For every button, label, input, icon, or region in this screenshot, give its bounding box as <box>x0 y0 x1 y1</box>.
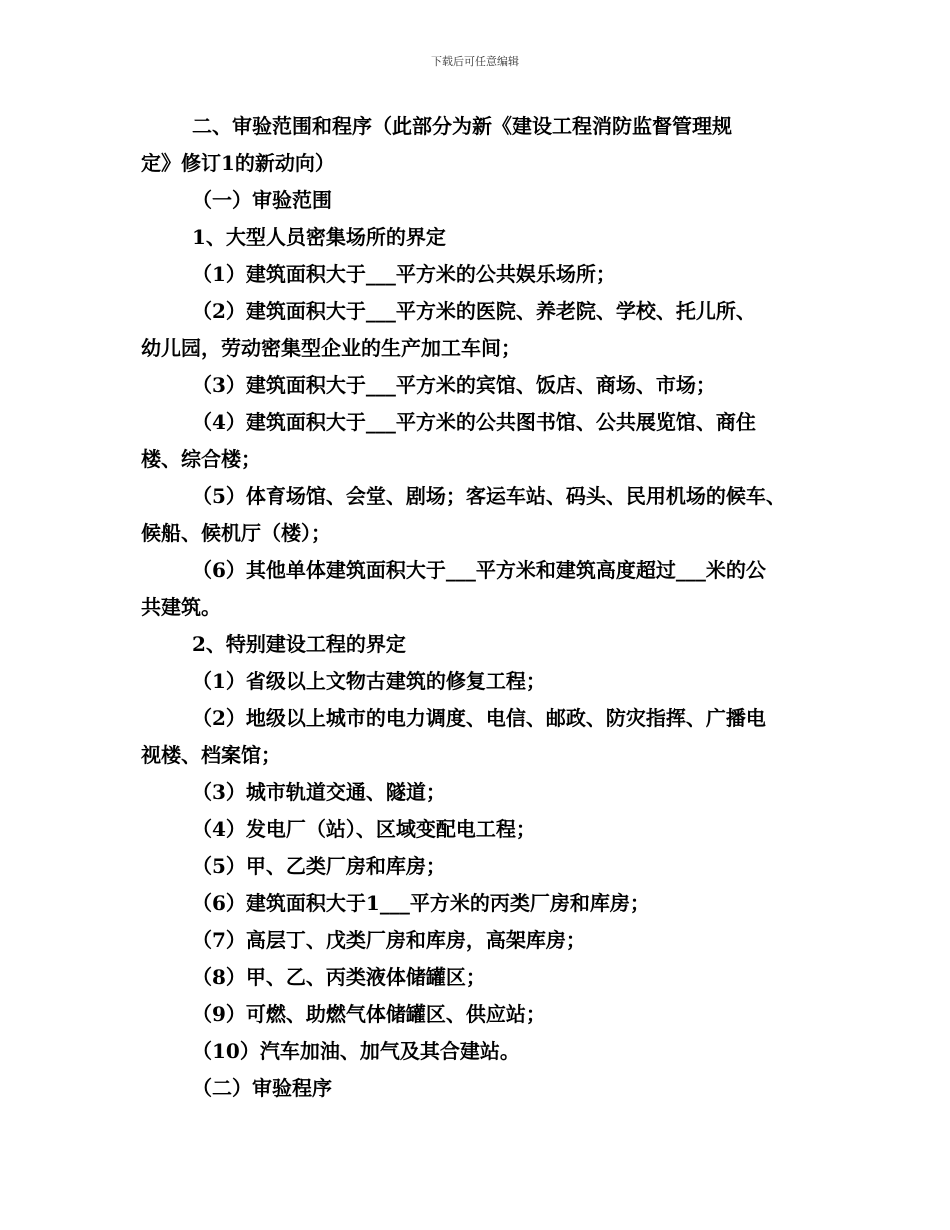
text-line: 2、特别建设工程的界定 <box>192 632 406 656</box>
text-line: （3）城市轨道交通、隧道； <box>192 780 446 804</box>
text-line: （9）可燃、助燃气体储罐区、供应站； <box>192 1002 546 1026</box>
text-line: （7）高层丁、戊类厂房和库房，高架库房； <box>192 928 586 952</box>
page-header: 下载后可任意编辑 <box>431 55 519 68</box>
text-line: 幼儿园，劳动密集型企业的生产加工车间； <box>141 336 521 360</box>
text-line: （8）甲、乙、丙类液体储罐区； <box>192 965 486 989</box>
text-line: 二、审验范围和程序（此部分为新《建设工程消防监督管理规 <box>192 114 732 138</box>
text-line: （6）建筑面积大于1___平方米的丙类厂房和库房； <box>192 891 650 915</box>
text-line: 共建筑。 <box>141 595 221 619</box>
text-line: 候船、候机厅（楼）； <box>141 521 331 545</box>
text-line: （4）发电厂（站）、区域变配电工程； <box>192 817 536 841</box>
text-line: （1）省级以上文物古建筑的修复工程； <box>192 669 546 693</box>
text-line: 视楼、档案馆； <box>141 743 281 767</box>
text-line: 1、大型人员密集场所的界定 <box>192 225 446 249</box>
text-line: （5）体育场馆、会堂、剧场；客运车站、码头、民用机场的候车、 <box>192 484 786 508</box>
text-line: （3）建筑面积大于___平方米的宾馆、饭店、商场、市场； <box>192 373 716 397</box>
text-line: 楼、综合楼； <box>141 447 261 471</box>
text-line: 定》修订1的新动向） <box>141 151 335 175</box>
text-line: （6）其他单体建筑面积大于___平方米和建筑高度超过___米的公 <box>192 558 766 582</box>
text-line: （1）建筑面积大于___平方米的公共娱乐场所； <box>192 262 616 286</box>
text-line: （一）审验范围 <box>192 188 332 212</box>
text-line: （2）地级以上城市的电力调度、电信、邮政、防灾指挥、广播电 <box>192 706 766 730</box>
text-line: （二）审验程序 <box>192 1076 332 1100</box>
text-line: （4）建筑面积大于___平方米的公共图书馆、公共展览馆、商住 <box>192 410 756 434</box>
text-line: （2）建筑面积大于___平方米的医院、养老院、学校、托儿所、 <box>192 299 756 323</box>
document-body <box>141 108 821 1107</box>
text-line: （5）甲、乙类厂房和库房； <box>192 854 446 878</box>
text-line: （10）汽车加油、加气及其合建站。 <box>192 1039 520 1063</box>
